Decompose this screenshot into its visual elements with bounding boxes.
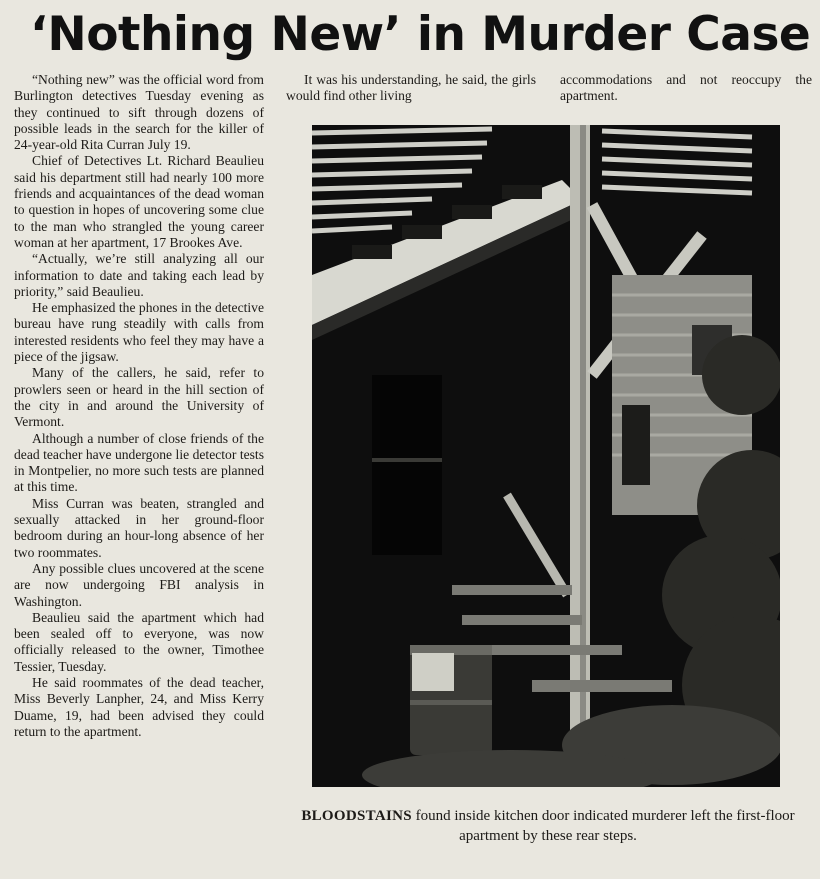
article-column-3 (560, 72, 812, 105)
article-paragraph: He emphasized the phones in the detective bureau have rung steadily with calls from interested residents who feel they may have a piece of the jigsaw. (14, 300, 264, 365)
article-paragraph: accommodations and not reoccupy the apartment. (560, 72, 812, 104)
caption-lead: BLOODSTAINS (301, 808, 412, 824)
article-column-2 (286, 72, 536, 105)
article-paragraph: Although a number of close friends of the dead teacher have undergone lie detector tests in Montpelier, no more such tests are planned at this time. (14, 430, 264, 495)
article-paragraph: Miss Curran was beaten, strangled and sexually attacked in her ground-floor bedroom during an hour-long absence of her two roommates. (14, 495, 264, 560)
article-paragraph: He said roommates of the dead teacher, Miss Beverly Lanpher, 24, and Miss Kerry Duame, 19, had been advised they could return to the apartment. (14, 674, 264, 739)
article-paragraph: “Actually, we’re still analyzing all our information to date and taking each lead by priority,” said Beaulieu. (14, 251, 264, 299)
article-paragraph: It was his understanding, he said, the girls would find other living (286, 72, 536, 104)
rear-stairs-photo-illustration (312, 125, 780, 787)
article-paragraph: Chief of Detectives Lt. Richard Beaulieu said his department still had nearly 100 more friends and acquaintances of the dead woman to question in hopes of uncovering some clue to the man who strangled the young career woman at her apartment, 17 Brookes Ave. (14, 153, 264, 250)
article-paragraph: Beaulieu said the apartment which had been sealed off to everyone, was now officially released to the owner, Timothee Tessier, Tuesday. (14, 609, 264, 674)
article-paragraph: “Nothing new” was the official word from Burlington detectives Tuesday evening as they continued to sift through dozens of possible leads in the search for the killer of 24-year-old Rita Curran July 19. (14, 72, 264, 153)
article-paragraph: Any possible clues uncovered at the scene are now undergoing FBI analysis in Washington. (14, 560, 264, 609)
photo-caption (300, 806, 796, 846)
article-paragraph: Many of the callers, he said, refer to prowlers seen or heard in the hill section of the city in and around the University of Vermont. (14, 365, 264, 430)
news-photo-rear-stairs (312, 125, 780, 787)
caption-text: found inside kitchen door indicated murderer left the first-floor apartment by these rear steps. (411, 808, 795, 844)
article-column-1 (14, 72, 264, 740)
headline: ‘Nothing New’ in Murder Case (30, 7, 811, 62)
